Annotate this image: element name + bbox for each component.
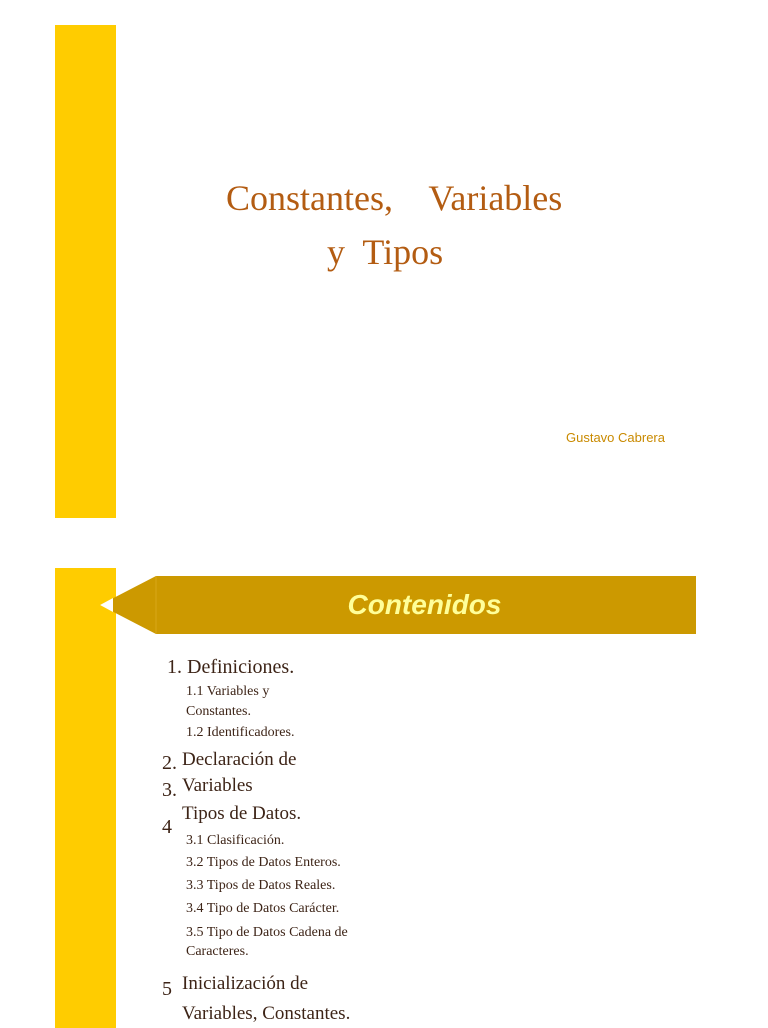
toc-number-3: 3. bbox=[162, 779, 177, 801]
slide-title-line-2: y Tipos bbox=[327, 232, 444, 272]
contents-title: Contenidos bbox=[347, 589, 502, 620]
toc-item-3: Tipos de Datos. bbox=[182, 803, 302, 824]
toc-subitem-3-4: 3.4 Tipo de Datos Carácter. bbox=[186, 901, 340, 916]
left-accent-bar bbox=[55, 25, 116, 518]
toc-subitem-3-1: 3.1 Clasificación. bbox=[186, 833, 285, 848]
toc-subitem-3-2: 3.2 Tipos de Datos Enteros. bbox=[186, 855, 341, 870]
slide-title-line-1: Constantes, Variables bbox=[226, 178, 563, 218]
toc-item-2: Declaración de bbox=[182, 749, 297, 770]
toc-number-5: 5 bbox=[162, 978, 172, 1000]
toc-item-2-cont: Variables bbox=[182, 775, 253, 796]
toc-subitem-3-5-cont: Caracteres. bbox=[186, 944, 249, 959]
left-accent-bar-2 bbox=[55, 568, 116, 1028]
toc-subitem-3-5: 3.5 Tipo de Datos Cadena de bbox=[186, 925, 348, 940]
toc-subitem-1-1: 1.1 Variables y bbox=[186, 684, 270, 699]
toc-subitem-3-3: 3.3 Tipos de Datos Reales. bbox=[186, 878, 336, 893]
toc-number-4: 4 bbox=[162, 816, 172, 838]
toc-item-5-cont: Variables, Constantes. bbox=[182, 1003, 351, 1024]
author-name: Gustavo Cabrera bbox=[566, 430, 665, 445]
toc-item-5: Inicialización de bbox=[182, 973, 309, 994]
toc-item-1: 1. Definiciones. bbox=[167, 656, 295, 678]
toc-subitem-1-2: 1.2 Identificadores. bbox=[186, 725, 295, 740]
toc-subitem-1-1-cont: Constantes. bbox=[186, 704, 251, 719]
toc-number-2: 2. bbox=[162, 752, 177, 774]
